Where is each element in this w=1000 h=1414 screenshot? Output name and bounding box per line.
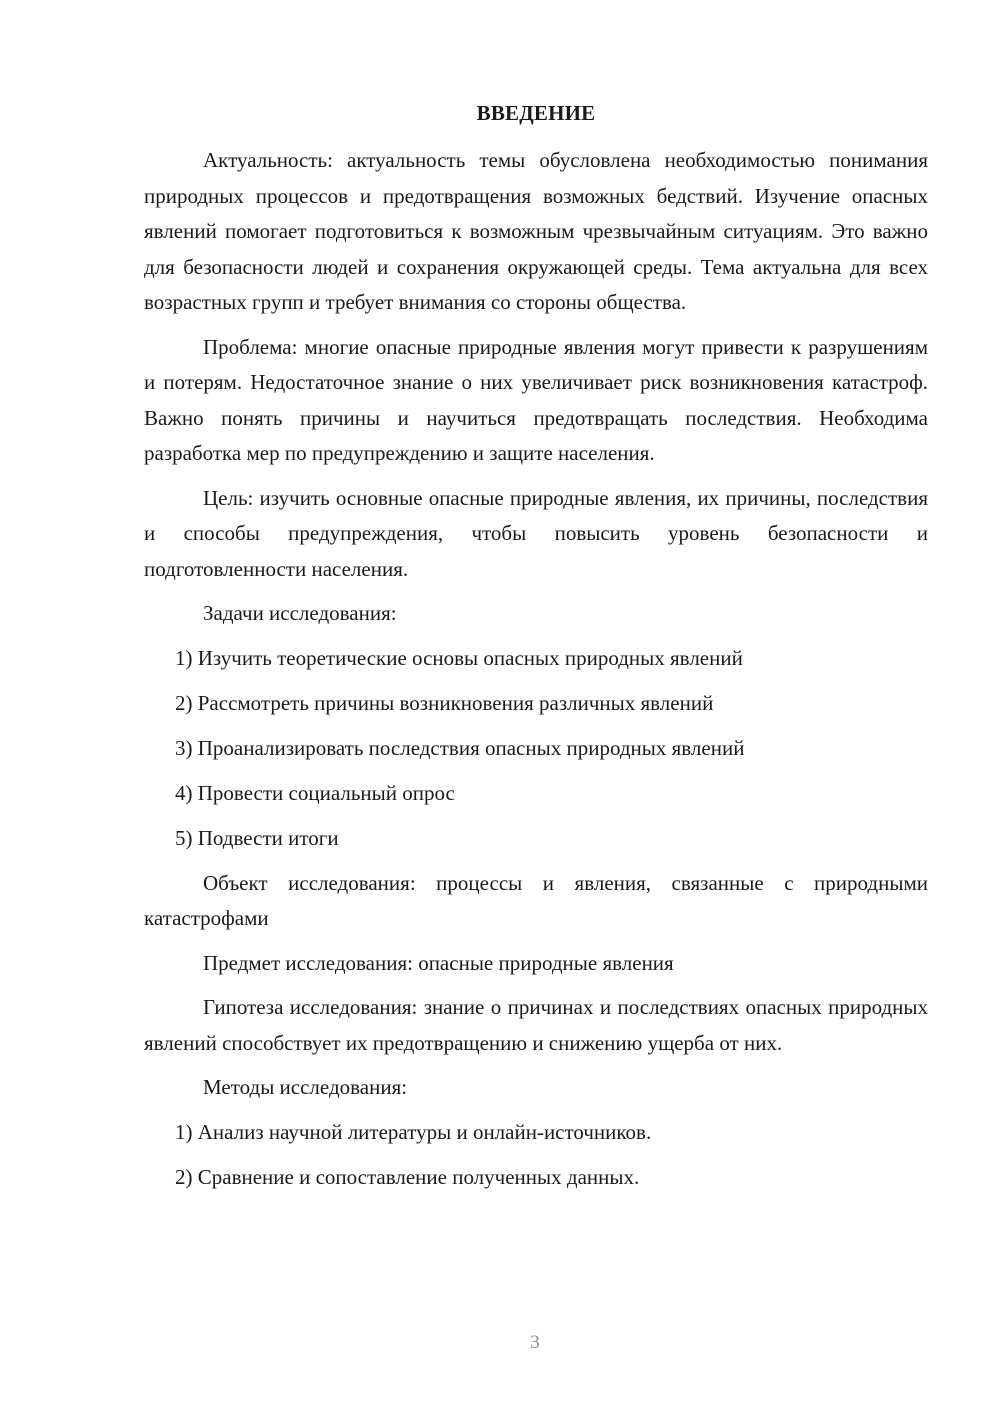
task-item: 5) Подвести итоги <box>175 825 339 850</box>
object-paragraph: Объект исследования: процессы и явления, связанные с природными катастрофами <box>144 870 928 930</box>
page-content <box>144 96 928 1205</box>
method-item: 2) Сравнение и сопоставление полученных данных. <box>175 1164 640 1189</box>
subject-paragraph: Предмет исследования: опасные природные явления <box>203 950 674 975</box>
problem-paragraph: Проблема: многие опасные природные явления могут привести к разрушениям и потерям. Недостаточное знание о них увеличивает риск возникновения катастроф. Важно понять причины и научиться предотвращать последствия. Необходима разработка мер по предупреждению и защите населения. <box>144 334 928 465</box>
methods-heading: Методы исследования: <box>203 1075 408 1099</box>
relevance-paragraph: Актуальность: актуальность темы обусловлена необходимостью понимания природных процессов и предотвращения возможных бедствий. Изучение опасных явлений помогает подготовиться к возможным чрезвычайным ситуациям. Это важно для безопасности людей и сохранения окружающей среды. Тема актуальна для всех возрастных групп и требует внимания со стороны общества. <box>144 148 928 314</box>
page-number: 3 <box>530 1332 540 1353</box>
method-item: 1) Анализ научной литературы и онлайн-источников. <box>175 1119 652 1144</box>
hypothesis-paragraph: Гипотеза исследования: знание о причинах и последствиях опасных природных явлений способствует их предотвращению и снижению ущерба от них. <box>144 995 928 1055</box>
goal-paragraph: Цель: изучить основные опасные природные явления, их причины, последствия и способы предупреждения, чтобы повысить уровень безопасности и подготовленности населения. <box>144 485 928 581</box>
section-title: ВВЕДЕНИЕ <box>476 101 596 125</box>
tasks-heading: Задачи исследования: <box>203 601 397 625</box>
task-item: 3) Проанализировать последствия опасных природных явлений <box>175 735 745 760</box>
task-item: 4) Провести социальный опрос <box>175 780 455 805</box>
task-item: 2) Рассмотреть причины возникновения различных явлений <box>175 690 714 715</box>
task-item: 1) Изучить теоретические основы опасных природных явлений <box>175 645 743 670</box>
